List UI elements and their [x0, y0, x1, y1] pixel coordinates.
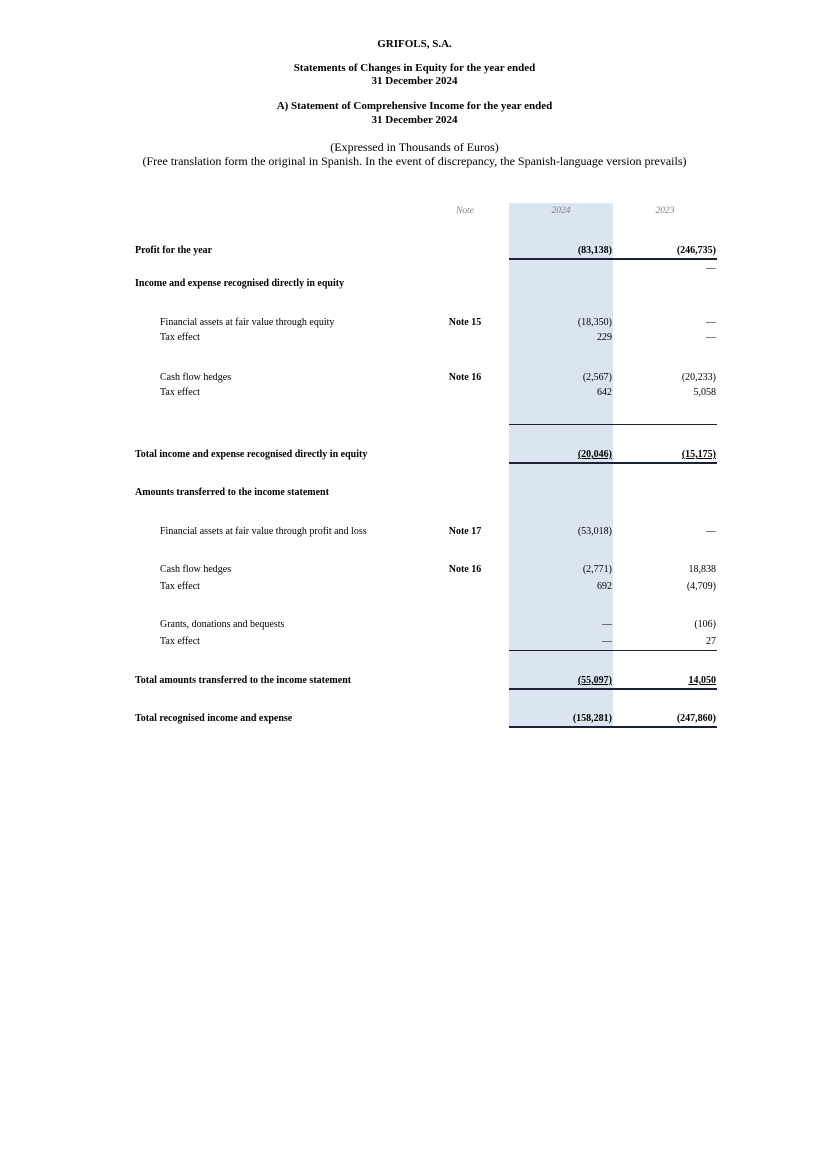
row-cash-flow-hedges-1	[0, 371, 829, 384]
row-fa-fair-value-pl	[0, 525, 829, 538]
section-heading-transferred: Amounts transferred to the income statement	[135, 487, 329, 498]
row-fa-equity-tax-effect	[0, 331, 829, 344]
row-cfh1-tax-effect	[0, 386, 829, 399]
column-heading-2023: 2023	[655, 206, 675, 216]
row-label: Cash flow hedges	[160, 564, 232, 575]
units-note: (Expressed in Thousands of Euros)	[330, 140, 499, 154]
rule-after-total-direct	[509, 462, 717, 464]
row-label: Cash flow hedges	[160, 372, 232, 383]
value-2023: (15,175)	[681, 449, 716, 460]
value-2024: 229	[597, 332, 612, 343]
value-2024: 692	[597, 581, 612, 592]
value-2023: (247,860)	[676, 713, 716, 724]
value-2023: 27	[706, 636, 716, 647]
column-heading-2024: 2024	[551, 206, 571, 216]
section-heading-direct-equity: Income and expense recognised directly in equity	[135, 278, 345, 289]
row-label: Tax effect	[160, 387, 200, 398]
row-label: Total income and expense recognised directly in equity	[135, 449, 368, 460]
row-label: Financial assets at fair value through equity	[160, 317, 335, 328]
value-2023: (246,735)	[676, 245, 716, 256]
row-label: Financial assets at fair value through profit and loss	[160, 526, 367, 537]
column-heading-note: Note	[456, 206, 474, 216]
company-name: GRIFOLS, S.A.	[377, 38, 452, 50]
value-2024: —	[602, 636, 612, 647]
row-label: Profit for the year	[135, 245, 213, 256]
note-ref: Note 16	[448, 372, 482, 383]
value-2023: —	[706, 332, 716, 343]
row-fa-fair-value-equity	[0, 316, 829, 329]
note-ref: Note 15	[448, 317, 482, 328]
row-profit-for-year	[0, 244, 829, 257]
rule-after-total-transferred	[509, 688, 717, 690]
row-total-direct-equity	[0, 448, 829, 461]
value-2023: (20,233)	[681, 372, 716, 383]
rule-after-profit	[509, 258, 717, 260]
row-cash-flow-hedges-2	[0, 563, 829, 576]
value-2024: (55,097)	[577, 675, 612, 686]
statement-title-line2: 31 December 2024	[371, 75, 458, 87]
value-2024: (18,350)	[577, 317, 612, 328]
note-ref: Note 17	[448, 526, 482, 537]
rule-before-total-direct	[509, 424, 717, 425]
row-grants-tax-effect	[0, 635, 829, 648]
value-2023: (106)	[694, 619, 716, 630]
value-2024: (2,771)	[582, 564, 612, 575]
row-label: Tax effect	[160, 581, 200, 592]
translation-note: (Free translation form the original in Spanish. In the event of discrepancy, the Spanish-language version prevails)	[142, 154, 687, 168]
value-2024: —	[602, 619, 612, 630]
row-total-recognised	[0, 712, 829, 725]
row-total-transferred	[0, 674, 829, 687]
row-label: Tax effect	[160, 332, 200, 343]
row-cfh2-tax-effect	[0, 580, 829, 593]
value-2024: (53,018)	[577, 526, 612, 537]
row-label: Total amounts transferred to the income statement	[135, 675, 352, 686]
row-grants-donations	[0, 618, 829, 631]
value-2023: 18,838	[688, 564, 716, 575]
row-label: Total recognised income and expense	[135, 713, 293, 724]
value-2023: 5,058	[693, 387, 716, 398]
value-2023: —	[706, 526, 716, 537]
rule-after-total-recognised	[509, 726, 717, 728]
value-2023: (4,709)	[686, 581, 716, 592]
value-2024: (158,281)	[572, 713, 612, 724]
note-ref: Note 16	[448, 564, 482, 575]
statement-title-line1: Statements of Changes in Equity for the year ended	[293, 62, 536, 74]
value-2024: 642	[597, 387, 612, 398]
value-2024: (83,138)	[577, 245, 612, 256]
statement-subtitle-line1: A) Statement of Comprehensive Income for the year ended	[276, 100, 553, 112]
value-2024: (2,567)	[582, 372, 612, 383]
value-2023: —	[706, 317, 716, 328]
rule-before-total-transferred	[509, 650, 717, 651]
dash-after-profit: —	[706, 263, 716, 274]
value-2024: (20,046)	[577, 449, 612, 460]
row-label: Tax effect	[160, 636, 200, 647]
row-label: Grants, donations and bequests	[160, 619, 285, 630]
statement-subtitle-line2: 31 December 2024	[371, 114, 458, 126]
value-2023: 14,050	[688, 675, 716, 686]
